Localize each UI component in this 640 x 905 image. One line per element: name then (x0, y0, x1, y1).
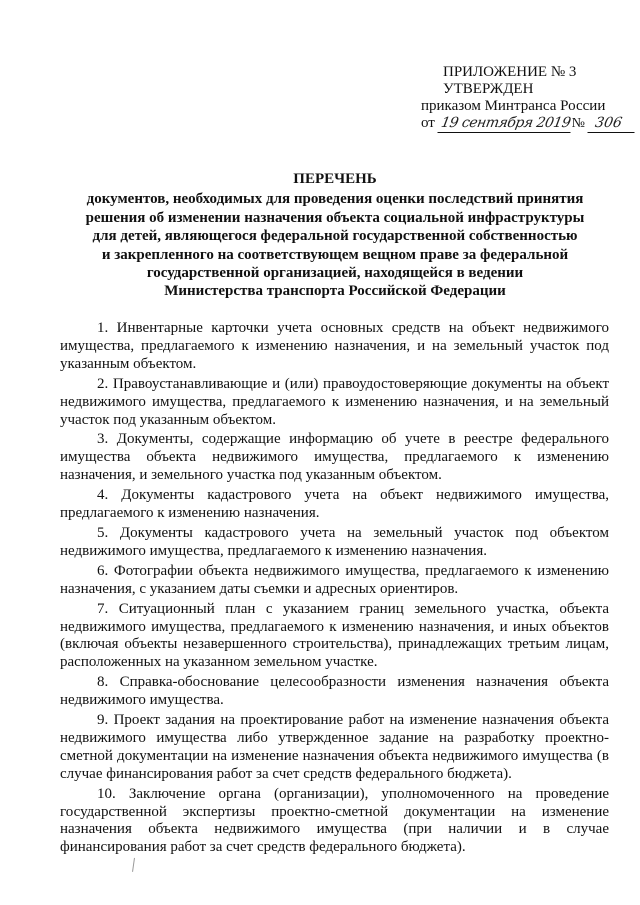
list-item: 7. Ситуационный план с указанием границ земельного участка, объекта недвижимого имущества, предлагаемого к изменению назначения, и иных объектов (включая объекты незавершенного строительства), принадлежащих третьим лицам, расположенных на указанном земельном участке. (60, 600, 609, 671)
number-sign: № (571, 116, 585, 131)
handwritten-order-number: 306 (587, 115, 637, 133)
title-line: решения об изменении назначения объекта социальной инфраструктуры (85, 209, 585, 226)
list-item: 10. Заключение органа (организации), уполномоченного на проведение государственной экспертизы проектно-сметной документации на изменение назначения объекта недвижимого имущества (при наличии и в случае финансирования работ за счет средств федерального бюджета). (60, 785, 609, 856)
list-item: 5. Документы кадастрового учета на земельный участок под объектом недвижимого имущества, предлагаемого к изменению назначения. (60, 524, 609, 559)
title-heading: ПЕРЕЧЕНЬ (293, 171, 377, 187)
title-line: и закрепленного на соответствующем вещном праве за федеральной (101, 246, 569, 263)
order-date-row (405, 115, 637, 133)
list-item: 1. Инвентарные карточки учета основных средств на объект недвижимого имущества, предлагаемого к изменению назначения, и на земельный участок под указанным объектом. (60, 320, 609, 372)
handwritten-date: 19 сентября 2019 (437, 115, 573, 133)
list-item: 4. Документы кадастрового учета на объект недвижимого имущества, предлагаемого к изменению назначения. (60, 487, 609, 522)
list-item: 8. Справка-обоснование целесообразности изменения назначения объекта недвижимого имущества. (60, 674, 609, 709)
order-reference: приказом Минтранса России (421, 98, 606, 114)
title-line: Министерства транспорта Российской Федерации (164, 283, 506, 300)
approved-label: УТВЕРЖДЕН (443, 81, 534, 97)
document-title (60, 170, 610, 301)
title-line: государственной организацией, находящейся в ведении (146, 265, 524, 282)
from-label: от (421, 115, 435, 131)
title-line: для детей, являющегося федеральной государственной собственностью (92, 228, 578, 245)
scan-mark (132, 858, 137, 872)
list-item: 3. Документы, содержащие информацию об учете в реестре федерального имущества объекта недвижимого имущества, предлагаемого к изменению назначения, и земельного участка под указанным объектом. (60, 431, 609, 484)
document-list (60, 320, 609, 859)
list-item: 9. Проект задания на проектирование работ на изменение назначения объекта недвижимого имущества либо утвержденное задание на разработку проектно-сметной документации на изменение назначения объекта недвижимого имущества (в случае финансирования работ за счет средств федерального бюджета). (60, 712, 609, 782)
appendix-label: ПРИЛОЖЕНИЕ № 3 (443, 64, 577, 80)
list-item: 6. Фотографии объекта недвижимого имущества, предлагаемого к изменению назначения, с указанием даты съемки и адресных ориентиров. (60, 562, 609, 597)
title-line: документов, необходимых для проведения оценки последствий принятия (86, 191, 584, 208)
approval-header (405, 64, 637, 133)
list-item: 2. Правоустанавливающие и (или) правоудостоверяющие документы на объект недвижимого имущества, предлагаемого к изменению назначения, и на земельный участок под указанным объектом. (60, 375, 609, 428)
